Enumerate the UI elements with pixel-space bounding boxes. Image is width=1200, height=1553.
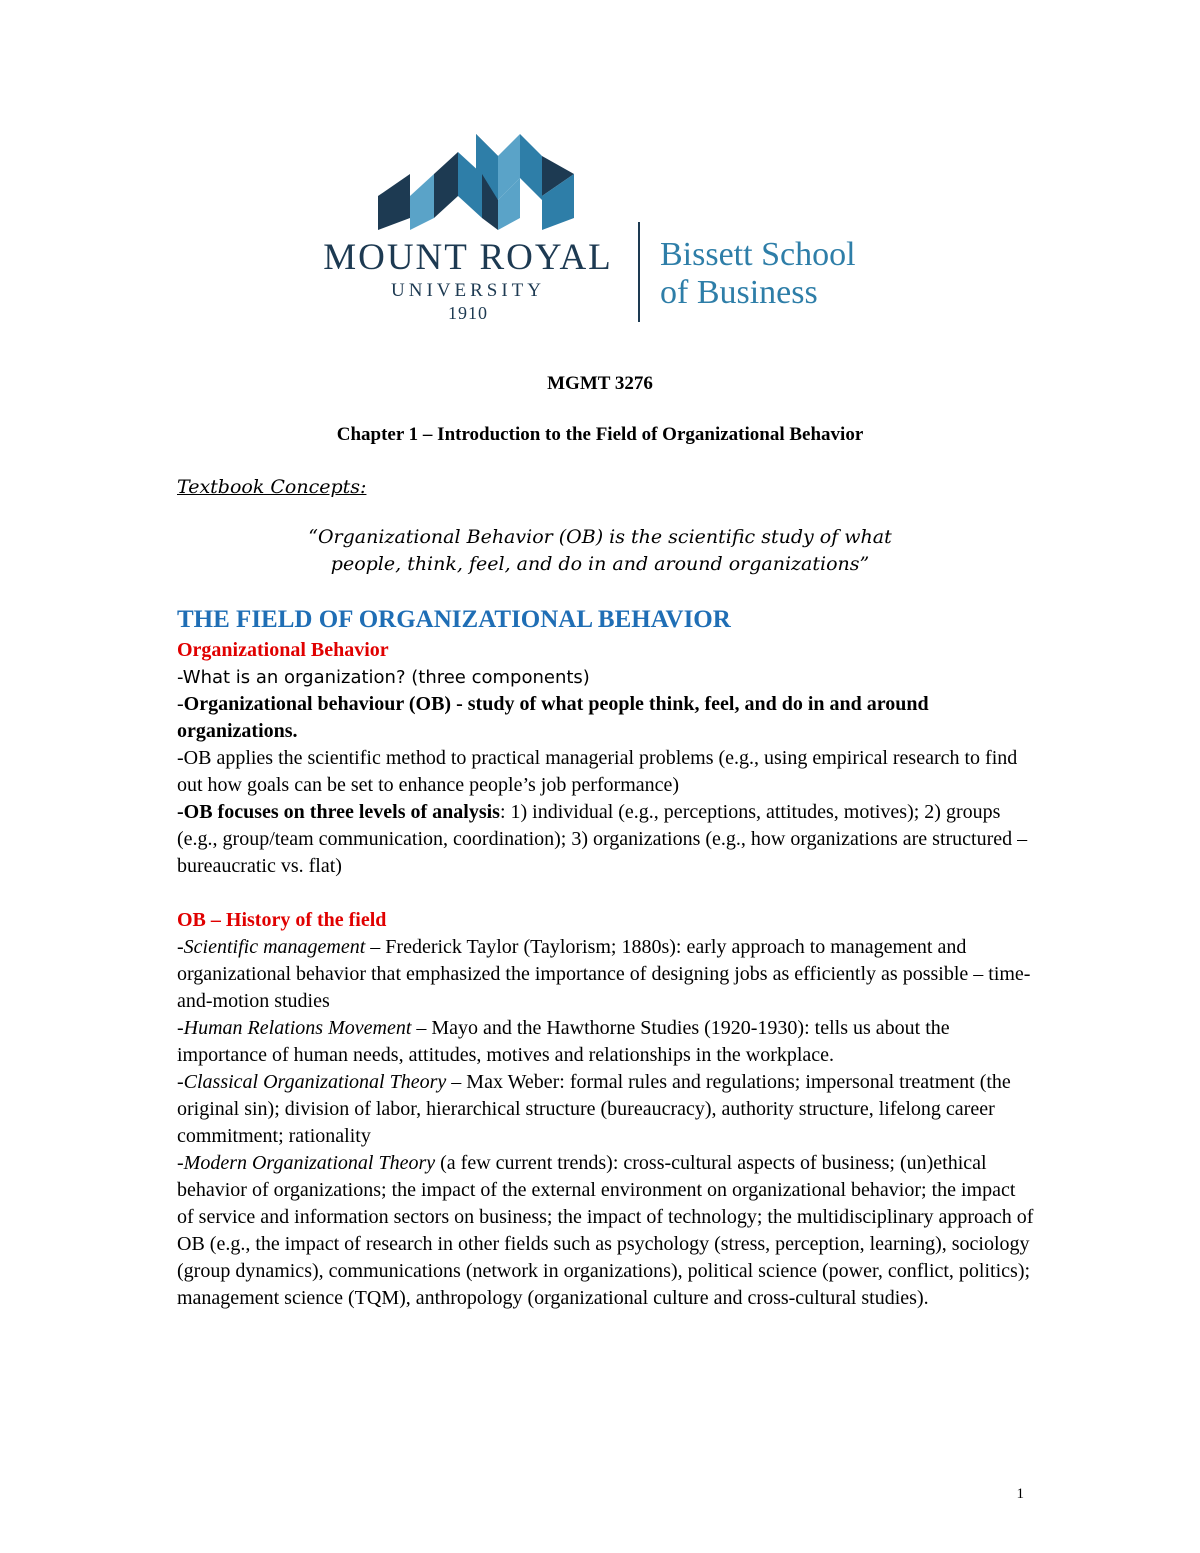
history-term: -Classical Organizational Theory (177, 1071, 447, 1093)
page-number: 1 (1016, 1486, 1024, 1502)
university-sub: UNIVERSITY (391, 280, 545, 301)
subsection-heading-ob: Organizational Behavior (177, 639, 389, 661)
logo-emblem-icon (376, 134, 576, 230)
paragraph-what-is-organization: -What is an organization? (three components) (177, 667, 590, 688)
subsection-heading-history: OB – History of the field (177, 909, 387, 931)
paragraph-scientific-method: -OB applies the scientific method to practical managerial problems (e.g., using empirical research to find out how goals can be set to enhance people’s job performance) (177, 747, 1018, 796)
section-heading: THE FIELD OF ORGANIZATIONAL BEHAVIOR (177, 606, 731, 633)
levels-bold: -OB focuses on three levels of analysis (177, 801, 500, 823)
history-text: – Mayo and the Hawthorne Studies (1920-1930): tells us about the importance of human needs, attitudes, motives and relationships in the workplace. (177, 1017, 950, 1066)
definition-quote (0, 524, 1200, 578)
document-body (177, 603, 1037, 1312)
university-name: MOUNT ROYAL (323, 237, 613, 278)
university-logo (318, 134, 898, 330)
paragraph-ob-definition (177, 691, 1037, 745)
history-text: – Max Weber: formal rules and regulations; impersonal treatment (the original sin); division of labor, hierarchical structure (bureaucracy), authority structure, lifelong career commitment; rationality (177, 1071, 1011, 1147)
quote-line-2: people, think, feel, and do in and around organizations” (330, 553, 870, 575)
university-wordmark (318, 238, 618, 324)
textbook-label: Textbook Concepts: (177, 476, 367, 498)
ob-def-bold: Organizational behaviour (OB) - study of what people think, feel, and do in and around organizations. (177, 693, 929, 742)
ob-def-prefix: - (177, 693, 184, 715)
history-item (177, 1150, 1037, 1312)
university-year: 1910 (448, 303, 488, 323)
history-text: – Frederick Taylor (Taylorism; 1880s): early approach to management and organizational behavior that emphasized the importance of designing jobs as efficiently as possible – time-and-motion studies (177, 936, 1031, 1012)
school-name-line2: of Business (660, 274, 818, 311)
school-name-line1: Bissett School (660, 236, 856, 273)
history-term: -Scientific management (177, 936, 366, 958)
logo-divider (638, 222, 640, 322)
history-term: -Modern Organizational Theory (177, 1152, 436, 1174)
quote-line-1: “Organizational Behavior (OB) is the scientific study of what (308, 526, 892, 548)
paragraph-levels-of-analysis (177, 799, 1037, 880)
chapter-title: Chapter 1 – Introduction to the Field of Organizational Behavior (336, 424, 864, 445)
history-term: -Human Relations Movement (177, 1017, 412, 1039)
levels-rest: : 1) individual (e.g., perceptions, attitudes, motives); 2) groups (e.g., group/team communication, coordination); 3) organizations (e.g., how organizations are structured – bureaucratic vs. flat) (177, 801, 1028, 877)
history-item (177, 934, 1037, 1015)
history-text: (a few current trends): cross-cultural aspects of business; (un)ethical behavior of organizations; the impact of the external environment on organizational behavior; the impact of service and information sectors on business; the impact of technology; the multidisciplinary approach of OB (e.g., the impact of research in other fields such as psychology (stress, perception, learning), sociology (group dynamics), communications (network in organizations), political science (power, conflict, politics); management science (TQM), anthropology (organizational culture and cross-cultural studies). (177, 1152, 1034, 1309)
history-item (177, 1069, 1037, 1150)
spacer (177, 880, 1037, 907)
history-item (177, 1015, 1037, 1069)
course-code: MGMT 3276 (547, 373, 653, 394)
school-name (660, 236, 856, 312)
